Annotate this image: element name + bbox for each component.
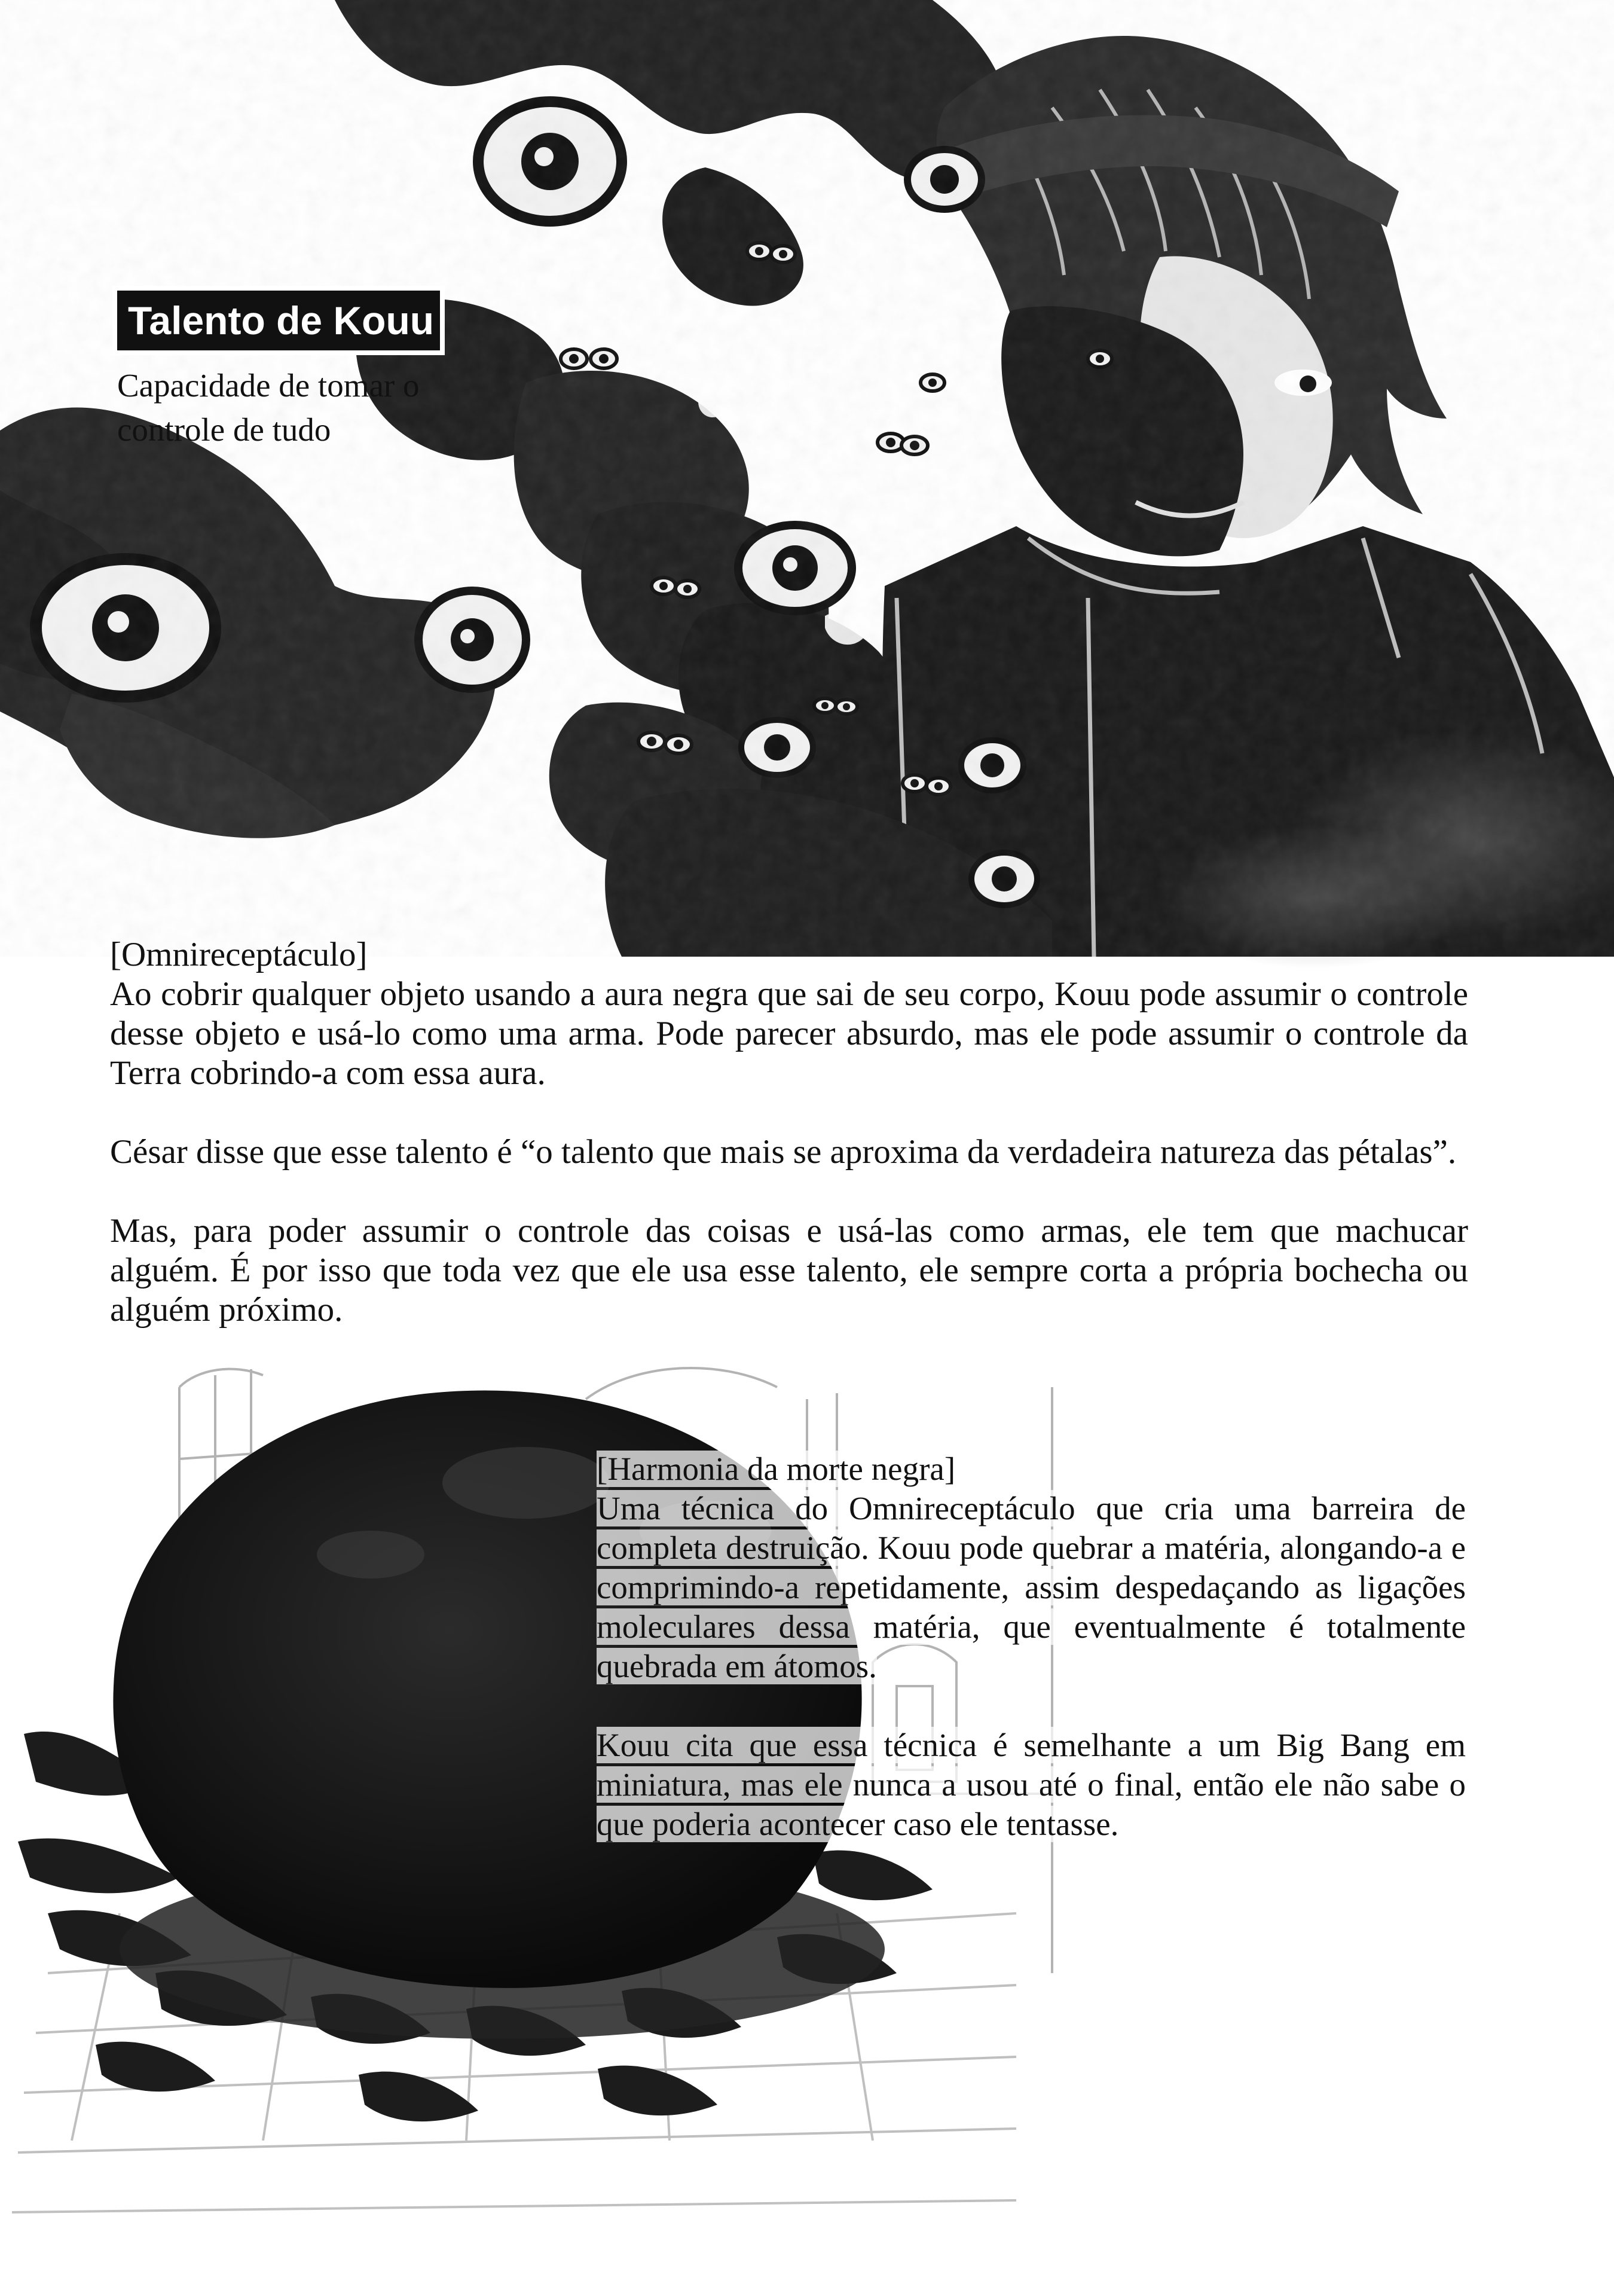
- talent-description: Capacidade de tomar o controle de tudo: [117, 367, 420, 448]
- omnireceptaculo-paragraph-1: Ao cobrir qualquer objeto usando a aura negra que sai de seu corpo, Kouu pode assumir o controle desse objeto e usá-lo como uma arma. Pode parecer absurdo, mas ele pode assumir o controle da Terra cobrindo-a com essa aura.: [110, 975, 1468, 1092]
- omnireceptaculo-section: [110, 935, 1468, 1369]
- omnireceptaculo-heading: [Omnireceptáculo]: [110, 936, 368, 973]
- omnireceptaculo-paragraph-2: César disse que esse talento é “o talento que mais se aproxima da verdadeira natureza das pétalas”.: [110, 1133, 1457, 1171]
- omnireceptaculo-paragraph-3: Mas, para poder assumir o controle das coisas e usá-las como armas, ele tem que machucar alguém. É por isso que toda vez que ele usa esse talento, ele sempre corta a própria bochecha ou alguém próximo.: [110, 1212, 1468, 1329]
- harmonia-paragraph-2-text: Kouu cita que essa técnica é semelhante a um Big Bang em miniatura, mas ele nunca a usou até o final, então ele não sabe o que poderia acontecer caso ele tentasse.: [597, 1727, 1466, 1842]
- harmonia-paragraph-1-text: Uma técnica do Omnireceptáculo que cria uma barreira de completa destruição. Kouu pode quebrar a matéria, alongando-a e comprimindo-a repetidamente, assim despedaçando as ligações moleculares dessa matéria, que eventualmente é totalmente quebrada em átomos.: [597, 1490, 1466, 1684]
- harmonia-paragraph-1: [597, 1489, 1466, 1686]
- harmonia-paragraph-2: [597, 1726, 1466, 1844]
- harmonia-heading: [597, 1449, 1466, 1489]
- talent-title: Talento de Kouu: [117, 291, 440, 350]
- harmonia-section: [597, 1449, 1466, 1883]
- harmonia-heading-text: [Harmonia da morte negra]: [597, 1451, 956, 1487]
